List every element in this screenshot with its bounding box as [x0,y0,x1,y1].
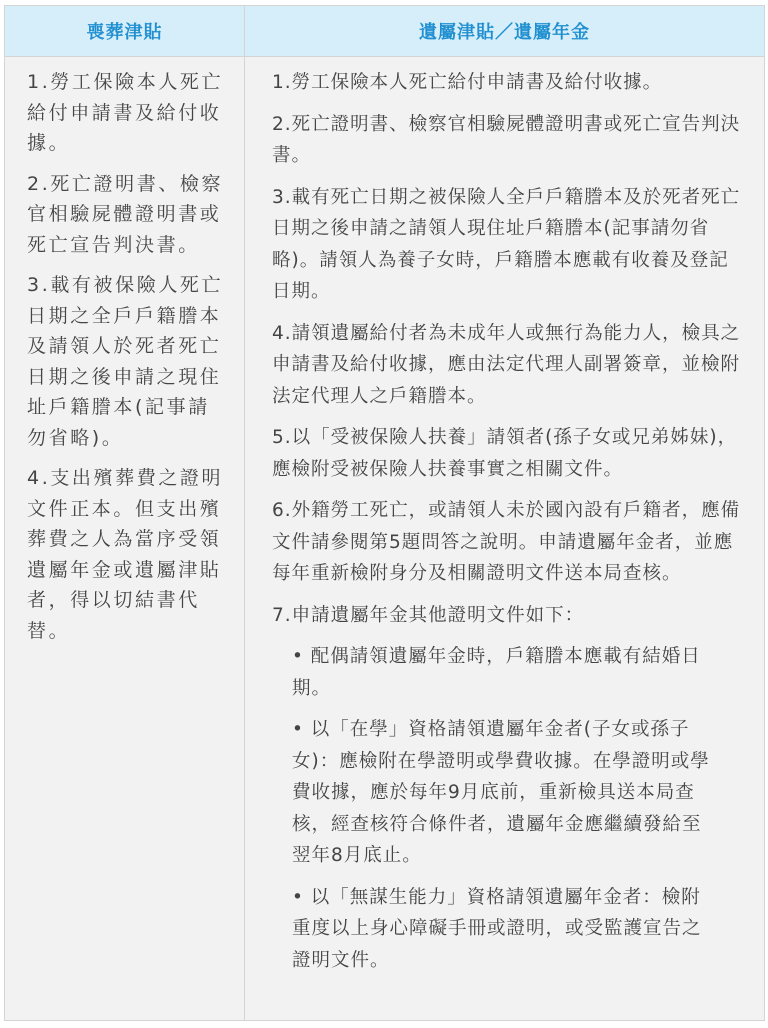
header-funeral-allowance: 喪葬津貼 [5,6,245,57]
list-item: 1.勞工保險本人死亡給付申請書及給付收據。 [27,71,224,154]
header-survivor-allowance-pension: 遺屬津貼／遺屬年金 [245,6,764,57]
list-item: 4.請領遺屬給付者為未成年人或無行為能力人，檢具之申請書及給付收據，應由法定代理人副署簽章，並檢附法定代理人之戶籍謄本。 [272,322,741,407]
survivor-benefit-column [245,57,764,1020]
sub-list-item: • 配偶請領遺屬年金時，戶籍謄本應載有結婚日期。 [292,646,701,699]
list-item: 2.死亡證明書、檢察官相驗屍體證明書或死亡宣告判決書。 [27,172,224,256]
sub-list-item: • 以「無謀生能力」資格請領遺屬年金者：檢附重度以上身心障礙手冊或證明，或受監護宣告之證明文件。 [292,886,702,971]
sub-list-item: • 以「在學」資格請領遺屬年金者(子女或孫子女)：應檢附在學證明或學費收據。在學證明或學費收據，應於每年9月底前，重新檢具送本局查核，經查核符合條件者，遺屬年金應繼續發給至翌年8月底止。 [292,719,710,866]
list-item: 1.勞工保險本人死亡給付申請書及給付收據。 [272,72,663,93]
list-item: 5.以「受被保險人扶養」請領者(孫子女或兄弟姊妹)，應檢附受被保險人扶養事實之相關文件。 [272,427,738,480]
funeral-allowance-column [5,57,245,1020]
pension-sub-list [272,641,744,976]
list-item: 3.載有被保險人死亡日期之全戶戶籍謄本及請領人於死者死亡日期之後申請之現住址戶籍謄本(記事請勿省略)。 [27,274,224,449]
list-item: 4.支出殯葬費之證明文件正本。但支出殯葬費之人為當序受領遺屬年金或遺屬津貼者，得以切結書代替。 [27,467,224,642]
list-item: 6.外籍勞工死亡，或請領人未於國內設有戶籍者，應備文件請參閱第5題問答之說明。申請遺屬年金者，並應每年重新檢附身分及相關證明文件送本局查核。 [272,500,741,584]
list-item: 2.死亡證明書、檢察官相驗屍體證明書或死亡宣告判決書。 [272,113,741,166]
list-item: 3.載有死亡日期之被保險人全戶戶籍謄本及於死者死亡日期之後申請之請領人現住址戶籍謄本(記事請勿省略)。請領人為養子女時，戶籍謄本應載有收養及登記日期。 [272,186,741,302]
list-item: 7.申請遺屬年金其他證明文件如下： [272,604,585,626]
benefit-documents-table [4,5,765,1021]
